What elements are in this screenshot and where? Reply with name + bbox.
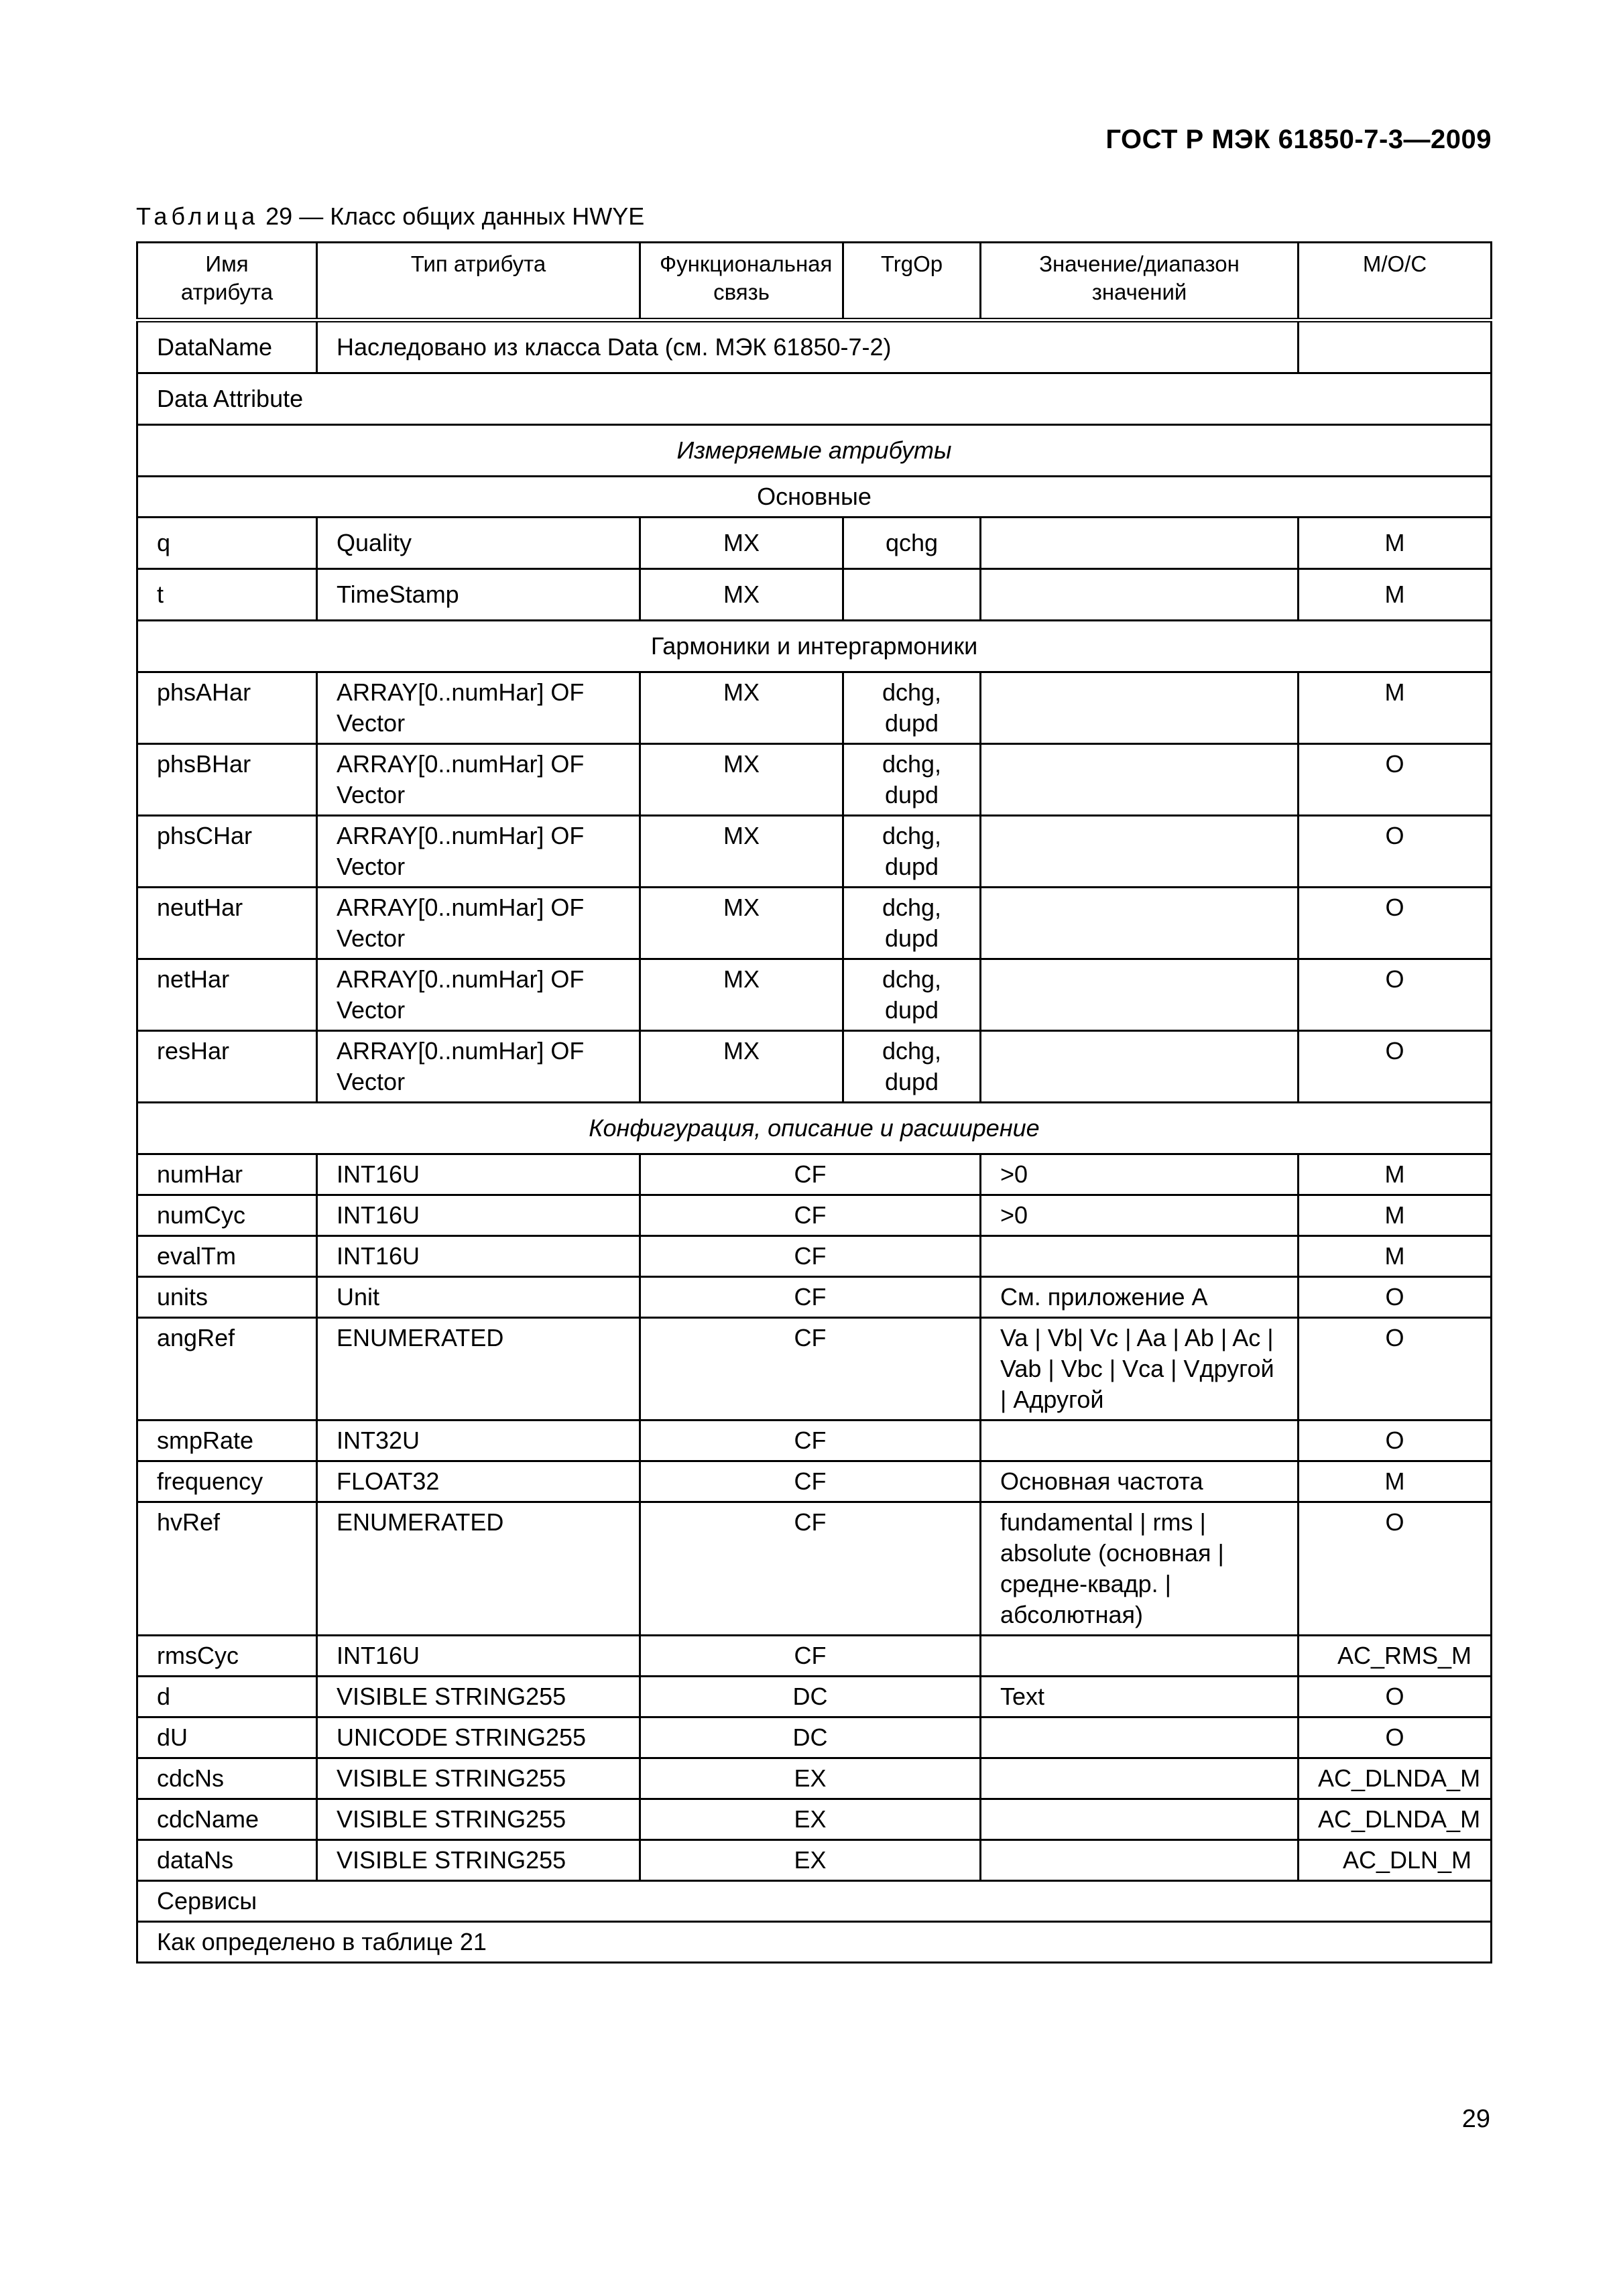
cell-name: cdcNs bbox=[137, 1758, 317, 1799]
cell-value bbox=[981, 1031, 1299, 1103]
cell-value bbox=[981, 888, 1299, 959]
cell-fc: CF bbox=[640, 1277, 981, 1318]
cell-value: См. приложение А bbox=[981, 1277, 1299, 1318]
cell-value bbox=[981, 672, 1299, 744]
section-row bbox=[137, 425, 1492, 477]
cell-type: VISIBLE STRING255 bbox=[317, 1840, 640, 1881]
col-header: M/O/C bbox=[1299, 243, 1492, 320]
cell-name: angRef bbox=[137, 1318, 317, 1421]
cell-value bbox=[981, 1236, 1299, 1277]
cell-fc: CF bbox=[640, 1636, 981, 1677]
table-row bbox=[137, 1236, 1492, 1277]
cell-name: evalTm bbox=[137, 1236, 317, 1277]
cell-moc: O bbox=[1299, 1502, 1492, 1636]
cell-value bbox=[981, 816, 1299, 888]
cell-name: frequency bbox=[137, 1461, 317, 1502]
col-header: Значение/диапазон значений bbox=[981, 243, 1299, 320]
cell-trgop: dchg, dupd bbox=[843, 959, 981, 1031]
cell-name: dataNs bbox=[137, 1840, 317, 1881]
cell-value bbox=[981, 1717, 1299, 1758]
cell-fc: CF bbox=[640, 1318, 981, 1421]
cell-name: units bbox=[137, 1277, 317, 1318]
cell-value: >0 bbox=[981, 1154, 1299, 1195]
table-row bbox=[137, 1277, 1492, 1318]
cell-fc: CF bbox=[640, 1236, 981, 1277]
cell-trgop: dchg, dupd bbox=[843, 744, 981, 816]
table-row bbox=[137, 1881, 1492, 1922]
cell-fc: MX bbox=[640, 569, 843, 621]
cell-value bbox=[981, 1799, 1299, 1840]
cell-name: phsBHar bbox=[137, 744, 317, 816]
header-row bbox=[137, 243, 1492, 320]
cell-value bbox=[981, 1636, 1299, 1677]
cell-type: ARRAY[0..numHar] OF Vector bbox=[317, 888, 640, 959]
cell-moc: O bbox=[1299, 1421, 1492, 1461]
cell-fc: MX bbox=[640, 744, 843, 816]
col-header: TrgOp bbox=[843, 243, 981, 320]
cell-type: ARRAY[0..numHar] OF Vector bbox=[317, 1031, 640, 1103]
cell-value: fundamental | rms | absolute (основная | средне-квадр. | абсолютная) bbox=[981, 1502, 1299, 1636]
cell-moc: M bbox=[1299, 569, 1492, 621]
cell-trgop: dchg, dupd bbox=[843, 1031, 981, 1103]
cell-value: Text bbox=[981, 1677, 1299, 1717]
cell-moc: O bbox=[1299, 1031, 1492, 1103]
cell-fc: MX bbox=[640, 816, 843, 888]
table-row bbox=[137, 320, 1492, 373]
cell-fc: CF bbox=[640, 1461, 981, 1502]
cell-type: UNICODE STRING255 bbox=[317, 1717, 640, 1758]
cell-name: rmsCyc bbox=[137, 1636, 317, 1677]
section-measured: Измеряемые атрибуты bbox=[137, 425, 1492, 477]
table-row bbox=[137, 1195, 1492, 1236]
table-row bbox=[137, 672, 1492, 744]
table-row bbox=[137, 1840, 1492, 1881]
cell-value bbox=[981, 518, 1299, 569]
data-attribute-label: Data Attribute bbox=[137, 373, 1492, 425]
cell-name: dU bbox=[137, 1717, 317, 1758]
cell-name: smpRate bbox=[137, 1421, 317, 1461]
cell-type: INT32U bbox=[317, 1421, 640, 1461]
cell-type: ARRAY[0..numHar] OF Vector bbox=[317, 816, 640, 888]
cell-moc: O bbox=[1299, 1318, 1492, 1421]
cell-type: VISIBLE STRING255 bbox=[317, 1758, 640, 1799]
standard-designation: ГОСТ Р МЭК 61850-7-3—2009 bbox=[1105, 125, 1492, 154]
cell-value bbox=[981, 959, 1299, 1031]
cell-value bbox=[981, 1421, 1299, 1461]
cell-moc: O bbox=[1299, 1717, 1492, 1758]
cell-fc: CF bbox=[640, 1154, 981, 1195]
table-row bbox=[137, 888, 1492, 959]
subsection-basic: Основные bbox=[137, 477, 1492, 518]
cell-moc: M bbox=[1299, 672, 1492, 744]
cell-fc: EX bbox=[640, 1758, 981, 1799]
cell-moc: O bbox=[1299, 744, 1492, 816]
table-row bbox=[137, 1758, 1492, 1799]
cell-name: hvRef bbox=[137, 1502, 317, 1636]
page-number: 29 bbox=[1461, 2105, 1490, 2133]
cell-name: numHar bbox=[137, 1154, 317, 1195]
cell-moc: M bbox=[1299, 1154, 1492, 1195]
cell-type: VISIBLE STRING255 bbox=[317, 1799, 640, 1840]
hwye-table bbox=[136, 241, 1492, 1963]
cell-type: INT16U bbox=[317, 1154, 640, 1195]
cell-name: netHar bbox=[137, 959, 317, 1031]
cell-name: numCyc bbox=[137, 1195, 317, 1236]
subsection-harmonics: Гармоники и интергармоники bbox=[137, 621, 1492, 672]
section-config: Конфигурация, описание и расширение bbox=[137, 1103, 1492, 1154]
cell-type: Наследовано из класса Data (см. МЭК 61850-7-2) bbox=[317, 320, 1299, 373]
cell-trgop: dchg, dupd bbox=[843, 672, 981, 744]
cell-trgop: dchg, dupd bbox=[843, 816, 981, 888]
cell-fc: EX bbox=[640, 1840, 981, 1881]
cell-moc: AC_DLNDA_M bbox=[1299, 1758, 1492, 1799]
cell-fc: EX bbox=[640, 1799, 981, 1840]
col-header: Имя атрибута bbox=[137, 243, 317, 320]
cell-moc: M bbox=[1299, 1195, 1492, 1236]
cell-fc: MX bbox=[640, 959, 843, 1031]
cell-type: INT16U bbox=[317, 1236, 640, 1277]
cell-moc: O bbox=[1299, 816, 1492, 888]
table-row bbox=[137, 569, 1492, 621]
cell-fc: CF bbox=[640, 1502, 981, 1636]
cell-moc: O bbox=[1299, 1277, 1492, 1318]
services-note: Как определено в таблице 21 bbox=[137, 1922, 1492, 1963]
table-row bbox=[137, 1922, 1492, 1963]
cell-type: VISIBLE STRING255 bbox=[317, 1677, 640, 1717]
table-row bbox=[137, 744, 1492, 816]
cell-type: ENUMERATED bbox=[317, 1502, 640, 1636]
table-caption bbox=[136, 202, 644, 231]
cell-trgop: dchg, dupd bbox=[843, 888, 981, 959]
table-row bbox=[137, 1717, 1492, 1758]
cell-name: cdcName bbox=[137, 1799, 317, 1840]
cell-moc bbox=[1299, 320, 1492, 373]
cell-name: t bbox=[137, 569, 317, 621]
cell-moc: M bbox=[1299, 1461, 1492, 1502]
cell-name: DataName bbox=[137, 320, 317, 373]
table-row bbox=[137, 1154, 1492, 1195]
table-row bbox=[137, 1461, 1492, 1502]
cell-moc: AC_RMS_M bbox=[1299, 1636, 1492, 1677]
table-row bbox=[137, 959, 1492, 1031]
cell-moc: M bbox=[1299, 1236, 1492, 1277]
cell-value: >0 bbox=[981, 1195, 1299, 1236]
cell-fc: DC bbox=[640, 1677, 981, 1717]
cell-fc: DC bbox=[640, 1717, 981, 1758]
cell-type: INT16U bbox=[317, 1195, 640, 1236]
section-row bbox=[137, 621, 1492, 672]
cell-value: Основная частота bbox=[981, 1461, 1299, 1502]
cell-fc: MX bbox=[640, 518, 843, 569]
cell-name: resHar bbox=[137, 1031, 317, 1103]
table-row bbox=[137, 373, 1492, 425]
cell-value bbox=[981, 744, 1299, 816]
cell-fc: CF bbox=[640, 1195, 981, 1236]
cell-value bbox=[981, 569, 1299, 621]
cell-type: Unit bbox=[317, 1277, 640, 1318]
cell-name: neutHar bbox=[137, 888, 317, 959]
cell-name: d bbox=[137, 1677, 317, 1717]
cell-fc: CF bbox=[640, 1421, 981, 1461]
table-row bbox=[137, 1677, 1492, 1717]
cell-moc: AC_DLNDA_M bbox=[1299, 1799, 1492, 1840]
cell-type: ARRAY[0..numHar] OF Vector bbox=[317, 959, 640, 1031]
cell-fc: MX bbox=[640, 1031, 843, 1103]
cell-trgop bbox=[843, 569, 981, 621]
cell-type: FLOAT32 bbox=[317, 1461, 640, 1502]
cell-moc: O bbox=[1299, 959, 1492, 1031]
cell-type: ARRAY[0..numHar] OF Vector bbox=[317, 744, 640, 816]
cell-moc: M bbox=[1299, 518, 1492, 569]
table-row bbox=[137, 1031, 1492, 1103]
table-row bbox=[137, 1421, 1492, 1461]
table-row bbox=[137, 1502, 1492, 1636]
table-row bbox=[137, 1636, 1492, 1677]
section-row bbox=[137, 1103, 1492, 1154]
cell-moc: AC_DLN_M bbox=[1299, 1840, 1492, 1881]
cell-trgop: qchg bbox=[843, 518, 981, 569]
cell-value bbox=[981, 1758, 1299, 1799]
caption-text: 29 — Класс общих данных HWYE bbox=[259, 202, 645, 230]
section-row bbox=[137, 477, 1492, 518]
cell-type: TimeStamp bbox=[317, 569, 640, 621]
cell-moc: O bbox=[1299, 888, 1492, 959]
cell-name: phsAHar bbox=[137, 672, 317, 744]
col-header: Тип атрибута bbox=[317, 243, 640, 320]
table-row bbox=[137, 1318, 1492, 1421]
table-row bbox=[137, 1799, 1492, 1840]
col-header: Функциональная связь bbox=[640, 243, 843, 320]
table-row bbox=[137, 816, 1492, 888]
cell-fc: MX bbox=[640, 672, 843, 744]
cell-type: ENUMERATED bbox=[317, 1318, 640, 1421]
cell-type: Quality bbox=[317, 518, 640, 569]
cell-value bbox=[981, 1840, 1299, 1881]
cell-type: INT16U bbox=[317, 1636, 640, 1677]
cell-name: q bbox=[137, 518, 317, 569]
cell-moc: O bbox=[1299, 1677, 1492, 1717]
cell-fc: MX bbox=[640, 888, 843, 959]
table-row bbox=[137, 518, 1492, 569]
cell-value: Va | Vb| Vc | Aa | Ab | Ac | Vab | Vbc | Vca | Vдругой | Aдругой bbox=[981, 1318, 1299, 1421]
caption-word: Таблица bbox=[136, 202, 259, 230]
cell-type: ARRAY[0..numHar] OF Vector bbox=[317, 672, 640, 744]
services-label: Сервисы bbox=[137, 1881, 1492, 1922]
cell-name: phsCHar bbox=[137, 816, 317, 888]
